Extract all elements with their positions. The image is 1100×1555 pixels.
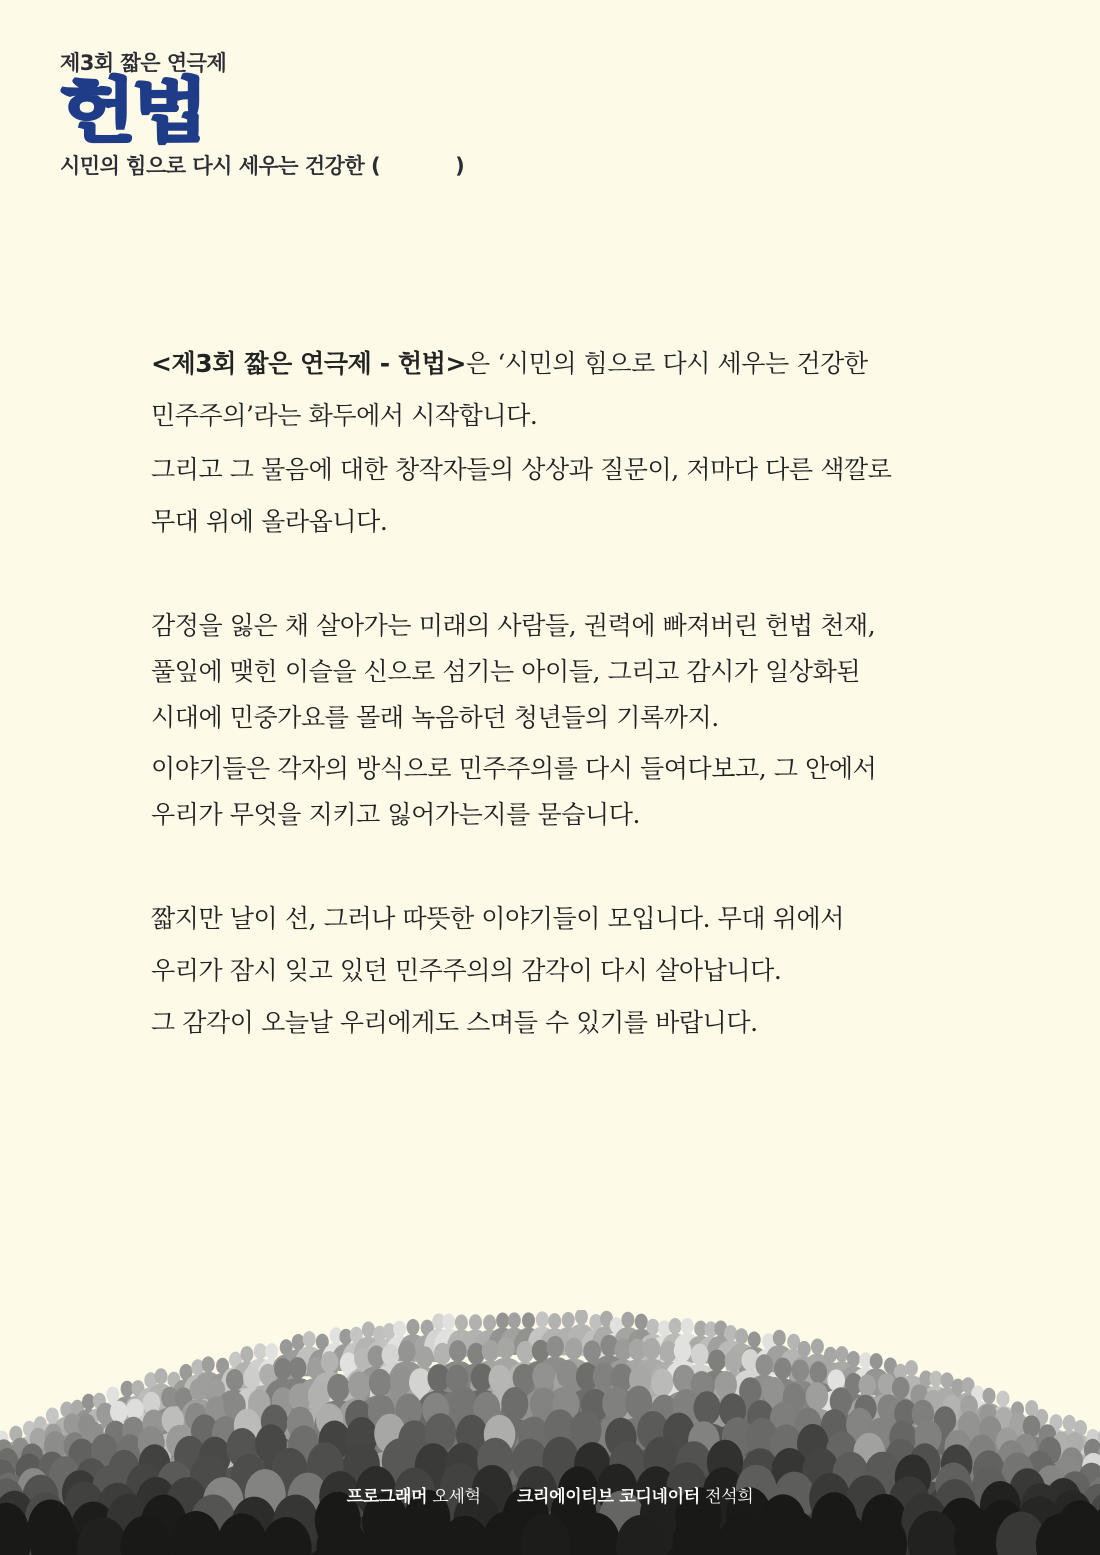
text-line: 풀잎에 맺힌 이슬을 신으로 섬기는 아이들, 그리고 감시가 일상화된 <box>151 657 861 686</box>
paragraph-1 <box>151 338 941 548</box>
crowd-head <box>434 1343 452 1365</box>
text-line: 우리가 잠시 잊고 있던 민주주의의 감각이 다시 살아납니다. <box>151 956 782 985</box>
crowd-head <box>522 1312 535 1328</box>
crowd-head <box>725 1350 743 1372</box>
crowd-head <box>469 1314 482 1330</box>
paragraph-2 <box>151 603 941 838</box>
crowd-head <box>735 1328 748 1344</box>
crowd-head <box>303 1331 316 1347</box>
crowd-head <box>835 1346 848 1362</box>
intro-text <box>151 338 941 1049</box>
crowd-head <box>546 1336 564 1358</box>
crowd-head <box>321 1351 339 1373</box>
credit-role: 크리에이티브 코디네이터 <box>516 1487 700 1507</box>
crowd-head <box>106 1387 119 1403</box>
text-line: 그리고 그 물음에 대한 창작자들의 상상과 질문이, 저마다 다른 색깔로 <box>151 455 892 484</box>
crowd-head <box>289 1357 307 1379</box>
crowd-head <box>407 1319 420 1335</box>
crowd-head <box>774 1358 792 1380</box>
text-line <box>151 338 941 390</box>
credits <box>0 1482 1100 1507</box>
crowd-illustration <box>0 1310 1100 1555</box>
credit-role: 프로그래머 <box>346 1487 428 1507</box>
crowd-head <box>556 1360 578 1388</box>
crowd-head <box>905 1360 918 1376</box>
festival-name: 제3회 짧은 연극제 <box>60 51 227 75</box>
text-span: 은 ‘시민의 힘으로 다시 세우는 건강한 <box>466 349 868 378</box>
crowd-head <box>532 1340 550 1362</box>
crowd-head <box>226 1369 244 1391</box>
crowd-head <box>202 1356 215 1372</box>
crowd-head <box>669 1318 682 1334</box>
crowd-head <box>327 1374 349 1402</box>
text-line: 우리가 무엇을 지키고 잃어가는지를 묻습니다. <box>151 800 640 829</box>
crowd-head <box>398 1341 416 1363</box>
text-line: 짧지만 날이 선, 그러나 따뜻한 이야기들이 모입니다. 무대 위에서 <box>151 904 844 933</box>
crowd-head <box>762 1377 784 1405</box>
crowd-head <box>810 1361 828 1383</box>
crowd-head <box>635 1314 648 1330</box>
crowd-head <box>870 1353 883 1369</box>
crowd-head <box>449 1340 467 1362</box>
crowd-head <box>756 1354 774 1376</box>
crowd-head <box>583 1340 601 1362</box>
crowd-head <box>497 1337 515 1359</box>
crowd-head <box>724 1325 737 1341</box>
header <box>60 50 464 180</box>
crowd-head <box>348 1371 370 1399</box>
crowd-head <box>674 1340 692 1362</box>
crowd-head <box>773 1330 786 1346</box>
crowd-head <box>489 1365 511 1393</box>
crowd-head <box>254 1343 267 1359</box>
crowd-head <box>824 1347 837 1363</box>
crowd-head <box>240 1346 253 1362</box>
credit-name: 오세혁 <box>432 1487 481 1507</box>
crowd-head <box>602 1387 629 1421</box>
crowd-head <box>382 1344 400 1366</box>
text-line: 민주주의’라는 화두에서 시작합니다. <box>151 401 538 430</box>
text-line: 무대 위에 올라옵니다. <box>151 507 388 536</box>
crowd-head <box>1063 1415 1076 1431</box>
crowd-head <box>416 1346 434 1368</box>
crowd-head <box>501 1387 528 1421</box>
crowd-head <box>455 1315 468 1331</box>
crowd-head <box>482 1340 500 1362</box>
crowd-head <box>792 1360 810 1382</box>
crowd-head <box>811 1339 824 1355</box>
crowd-head <box>243 1367 261 1389</box>
crowd-head <box>565 1338 583 1360</box>
crowd-head <box>110 1401 128 1423</box>
credit-name: 전석희 <box>705 1487 754 1507</box>
crowd-head <box>651 1369 673 1397</box>
text-line: 그 감각이 오늘날 우리에게도 스며들 수 있기를 바랍니다. <box>151 1008 758 1037</box>
crowd-head <box>681 1318 694 1334</box>
crowd-head <box>621 1312 634 1328</box>
crowd-head <box>694 1391 721 1425</box>
crowd-head <box>859 1374 877 1396</box>
paragraph-3 <box>151 893 941 1049</box>
crowd-head <box>369 1369 391 1397</box>
festival-ref: <제3회 짧은 연극제 - 헌법> <box>151 349 467 378</box>
crowd-head <box>691 1344 709 1366</box>
crowd-head <box>190 1378 208 1400</box>
crowd-head <box>983 1388 996 1404</box>
crowd-head <box>575 1310 588 1325</box>
crowd-head <box>997 1391 1010 1407</box>
crowd-head <box>798 1341 811 1357</box>
crowd-head <box>155 1368 168 1384</box>
crowd-head <box>393 1321 406 1337</box>
text-line: 이야기들은 각자의 방식으로 민주주의를 다시 들여다보고, 그 안에서 <box>151 754 877 783</box>
logo-title: 헌법 <box>60 70 205 152</box>
tagline: 시민의 힘으로 다시 세우는 건강한 ( ) <box>60 154 465 178</box>
crowd-head <box>643 1338 661 1360</box>
crowd-head <box>806 1382 828 1410</box>
crowd-head <box>548 1313 561 1329</box>
crowd-head <box>532 1362 554 1390</box>
text-line: 시대에 민중가요를 몰래 녹음하던 청년들의 기록까지. <box>151 703 719 732</box>
crowd-head <box>646 1319 659 1335</box>
crowd-head <box>892 1377 910 1399</box>
crowd-head <box>708 1350 726 1372</box>
crowd-head <box>847 1351 860 1367</box>
crowd-head <box>442 1314 455 1330</box>
crowd-head <box>483 1315 496 1331</box>
text-line: 감정을 잃은 채 살아가는 미래의 사람들, 권력에 빠져버린 헌법 천재, <box>151 611 876 640</box>
crowd-head <box>562 1312 575 1328</box>
crowd-head <box>508 1312 521 1328</box>
crowd-head <box>496 1313 509 1329</box>
crowd-head <box>536 1311 549 1327</box>
crowd-head <box>292 1334 305 1350</box>
crowd-head <box>265 1343 278 1359</box>
crowd-head <box>517 1341 535 1363</box>
crowd-head <box>748 1332 761 1348</box>
crowd-head <box>929 1371 942 1387</box>
crowd-head <box>362 1322 375 1338</box>
